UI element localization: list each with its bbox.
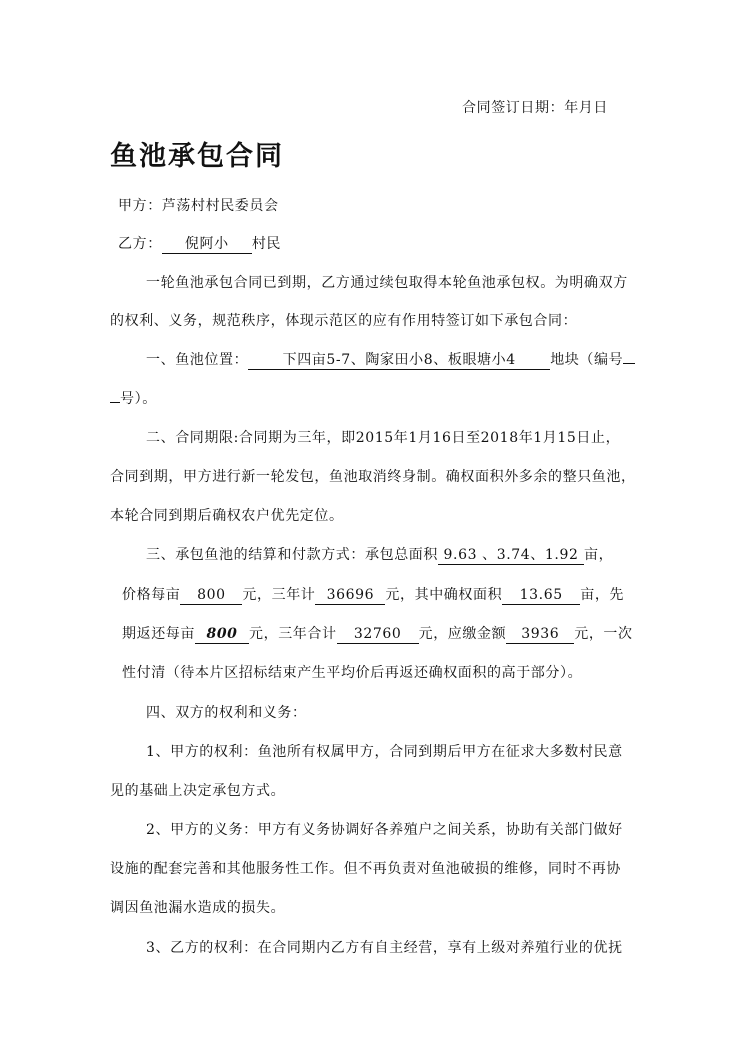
clause-1-prefix: 一、鱼池位置： — [146, 352, 249, 368]
fish-pond-location: 下四亩5-7、陶家田小8、板眼塘小4 — [248, 352, 550, 370]
party-b-rights-1: 3、乙方的权利：在合同期内乙方有自主经营，享有上级对养殖行业的优抚 — [146, 940, 623, 956]
total-area: 9.63 、3.74、1.92 — [438, 547, 584, 565]
clause-3-text: 价格每亩 — [122, 587, 181, 603]
clause-3-line-3 — [122, 624, 633, 644]
refund-per-mu: 800 — [195, 626, 249, 644]
party-a-duties-3: 调因鱼池漏水造成的损失。 — [110, 900, 286, 916]
clause-2-line-3: 本轮合同到期后确权农户优先定位。 — [110, 508, 344, 524]
clause-3-text: 元，三年计 — [242, 587, 316, 603]
party-a-label: 甲方： — [118, 198, 162, 214]
pond-number — [110, 402, 120, 403]
clause-3-text: 期返还每亩 — [122, 626, 195, 642]
clause-1-suffix: 号）。 — [120, 391, 157, 407]
party-b-suffix: 村民 — [251, 236, 282, 252]
clause-3-text: 元，三年合计 — [249, 626, 337, 642]
clause-3-text: 元，一次 — [574, 626, 633, 642]
confirmed-area: 13.65 — [502, 587, 580, 605]
party-a-name: 芦荡村村民委员会 — [161, 198, 279, 214]
party-a — [118, 196, 279, 216]
clause-3-line-4: 性付清（待本片区招标结束产生平均价后再返还确权面积的高于部分）。 — [122, 665, 583, 681]
clause-1 — [146, 350, 635, 370]
sign-date: 合同签订日期：年月日 — [462, 100, 608, 116]
clause-3-text: 亩，先 — [580, 587, 625, 603]
clause-1-mid: 地块（编号 — [550, 352, 624, 368]
clause-4-heading: 四、双方的权利和义务： — [146, 705, 307, 721]
three-year-total: 36696 — [315, 587, 385, 605]
party-a-duties-2: 设施的配套完善和其他服务性工作。但不再负责对鱼池破损的维修，同时不再协 — [110, 861, 621, 877]
price-per-mu: 800 — [180, 587, 242, 605]
clause-3-text: 三、承包鱼池的结算和付款方式：承包总面积 — [146, 547, 438, 563]
refund-total: 32760 — [337, 626, 419, 644]
party-b-label: 乙方： — [118, 236, 162, 252]
clause-2-line-2: 合同到期，甲方进行新一轮发包，鱼池取消终身制。确权面积外多余的整只鱼池， — [110, 469, 636, 485]
party-a-rights-1: 1、甲方的权利：鱼池所有权属甲方，合同到期后甲方在征求大多数村民意 — [146, 744, 623, 760]
clause-1-cont — [110, 389, 157, 409]
party-a-rights-2: 见的基础上决定承包方式。 — [110, 783, 286, 799]
party-b-name: 倪阿小 — [162, 236, 252, 254]
party-b — [118, 234, 281, 254]
clause-3-line-2 — [122, 585, 624, 605]
due-amount: 3936 — [506, 626, 574, 644]
clause-3-text: 元，其中确权面积 — [385, 587, 503, 603]
clause-3-line-1 — [146, 545, 613, 565]
clause-2-line-1: 二、合同期限:合同期为三年，即2015年1月16日至2018年1月15日止， — [146, 430, 621, 446]
clause-3-text: 元，应缴金额 — [418, 626, 507, 642]
pond-number-blank-1 — [623, 363, 635, 364]
page-title: 鱼池承包合同 — [110, 141, 284, 172]
intro-line-1: 一轮鱼池承包合同已到期，乙方通过续包取得本轮鱼池承包权。为明确双方 — [146, 275, 628, 291]
intro-line-2: 的权利、义务，规范秩序，体现示范区的应有作用特签订如下承包合同： — [110, 313, 578, 329]
party-a-duties-1: 2、甲方的义务：甲方有义务协调好各养殖户之间关系，协助有关部门做好 — [146, 822, 623, 838]
clause-3-text: 亩， — [584, 547, 614, 563]
